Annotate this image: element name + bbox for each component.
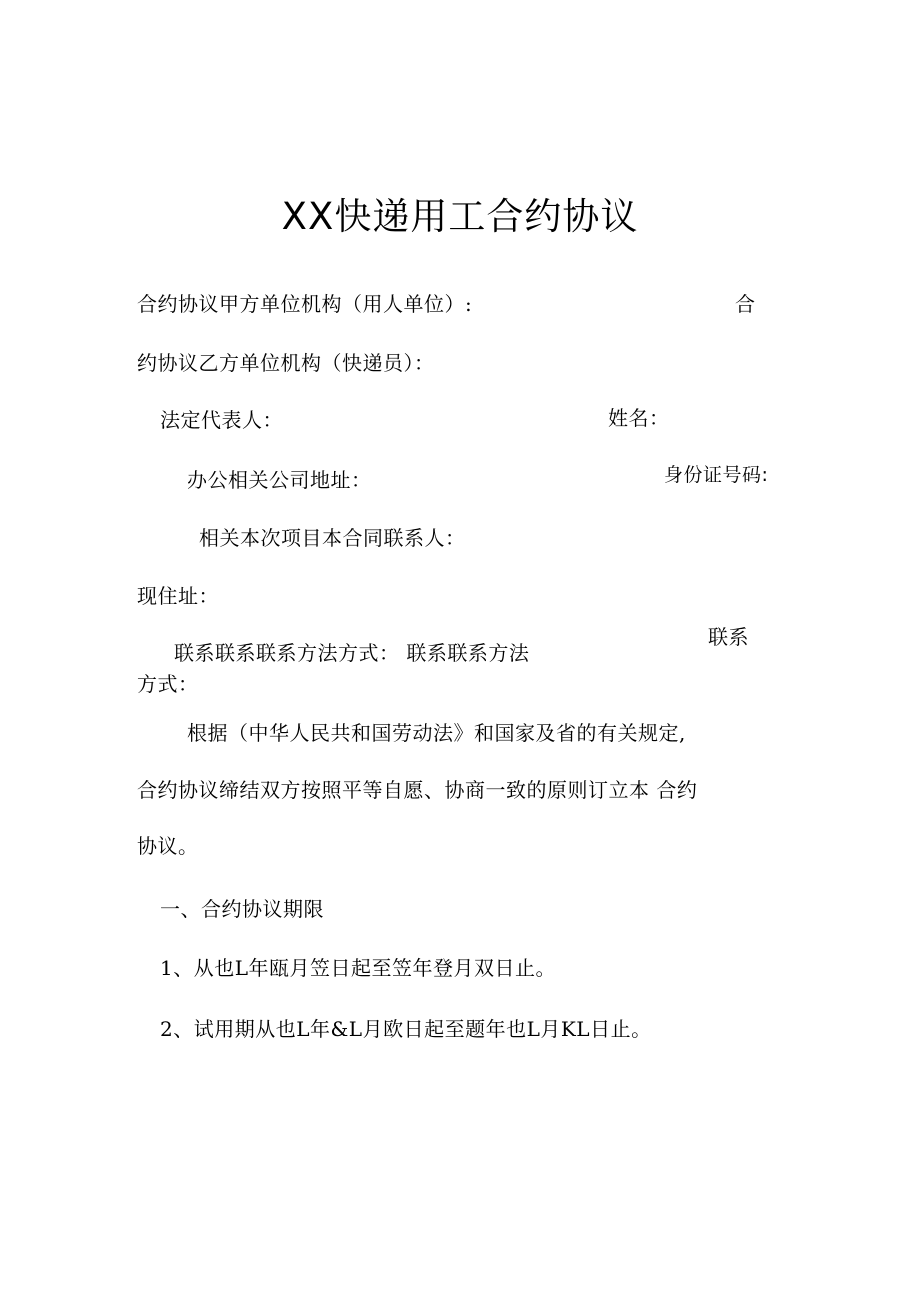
section-1-heading: 一、合约协议期限 [160,897,324,921]
contact-continuation: 联系 [708,625,749,649]
office-address-label: 办公相关公司地址： [187,468,372,492]
project-contact-label: 相关本次项目本合同联系人： [199,526,466,550]
intro-paragraph-line-3: 协议。 [137,834,199,858]
intro-paragraph-line-2: 合约协议缔结双方按照平等自愿、协商一致的原则订立本 合约 [137,778,698,802]
party-b-label: 约协议乙方单位机构（快递员）： [137,351,435,375]
clause-2: 2、试用期从也L年&L月欧日起至题年也L月KL日止。 [160,1017,652,1041]
name-label: 姓名： [608,406,670,430]
intro-paragraph-line-1: 根据（中华人民共和国劳动法》和国家及省的有关规定, [187,721,686,745]
document-title: XX快递用工合约协议 [281,194,639,238]
legal-representative-label: 法定代表人： [160,408,283,432]
party-a-label: 合约协议甲方单位机构（用人单位）: [137,292,473,316]
contact-method-label: 联系联系联系方法方式： 联系联系方法 [174,641,530,665]
contact-method-continuation: 方式： [137,672,199,696]
party-a-continuation: 合 [735,292,756,316]
current-address-label: 现住址： [137,584,219,608]
clause-1: 1、从也L年瓯月笠日起至笠年登月双日止。 [160,956,557,980]
id-number-label: 身份证号码: [664,464,769,486]
